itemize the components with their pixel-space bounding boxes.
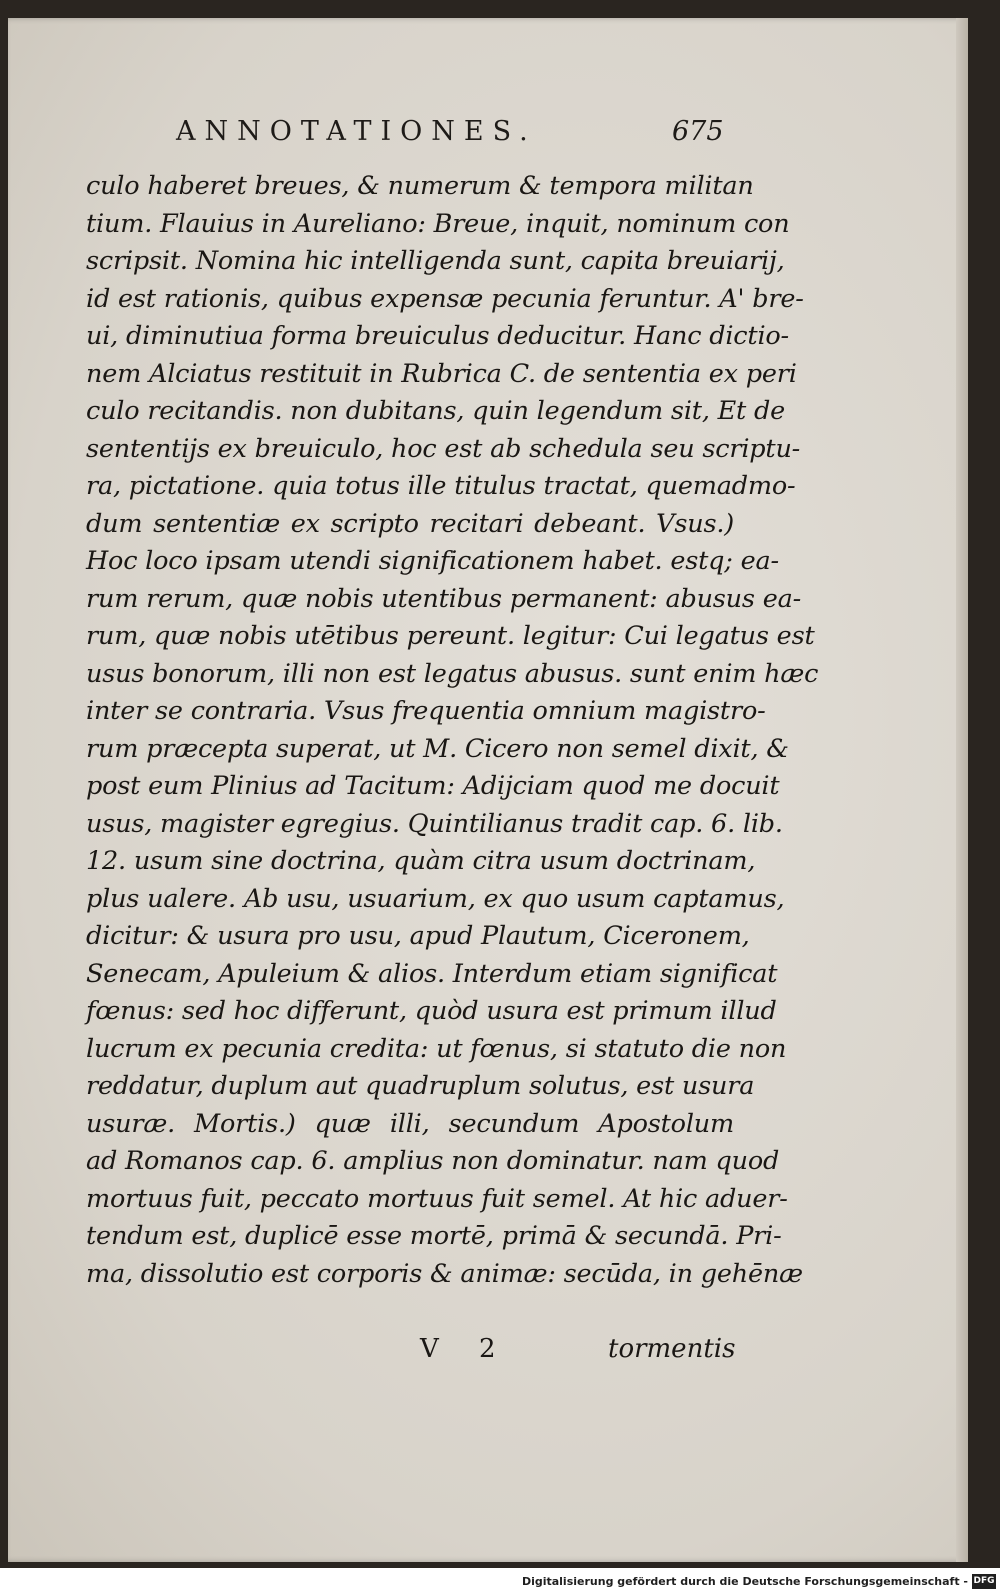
text-line: ma, dissolutio est corporis & animæ: secūda, in gehēnæ: [86, 1258, 803, 1289]
text-line: post eum Plinius ad Tacitum: Adijciam quod me docuit: [86, 771, 780, 801]
text-line: Hoc loco ipsam utendi significationem habet. estq; ea-: [86, 546, 779, 576]
text-line: usus, magister egregius. Quintilianus tradit cap. 6. lib.: [86, 808, 783, 839]
credit-bar: [0, 1570, 1000, 1595]
text-line: reddatur, duplum aut quadruplum solutus, est usura: [86, 1071, 755, 1101]
page-footer: [8, 1334, 968, 1374]
catchword: tormentis: [608, 1334, 736, 1364]
text-line: scripsit. Nomina hic intelligenda sunt, capita breuiarij,: [86, 246, 785, 276]
text-line: ui, diminutiua forma breuiculus deducitur. Hanc dictio-: [86, 321, 789, 351]
page-header: [8, 116, 968, 162]
text-line: sententijs ex breuiculo, hoc est ab schedula seu scriptu-: [86, 433, 801, 464]
text-line: tendum est, duplicē esse mortē, primā & secundā. Pri-: [86, 1221, 782, 1251]
text-line: mortuus fuit, peccato mortuus fuit semel. At hic aduer-: [86, 1183, 788, 1214]
dfg-logo-icon: DFG: [972, 1574, 996, 1589]
text-line: ra, pictatione. quia totus ille titulus tractat, quemadmo-: [86, 471, 796, 501]
text-line: usuræ. Mortis.) quæ illi, secundum Apostolum: [86, 1108, 734, 1139]
folio-number: 675: [672, 116, 724, 147]
text-block: [86, 168, 819, 1293]
funding-credit: Digitalisierung gefördert durch die Deutsche Forschungsgemeinschaft -: [521, 1575, 968, 1588]
text-line: usus bonorum, illi non est legatus abusus. sunt enim hæc: [86, 658, 819, 689]
text-line: dicitur: & usura pro usu, apud Plautum, Ciceronem,: [86, 921, 750, 951]
text-line: rum rerum, quæ nobis utentibus permanent: abusus ea-: [86, 583, 802, 614]
book-page: [8, 18, 968, 1562]
text-line: rum præcepta superat, ut M. Cicero non semel dixit, &: [86, 733, 789, 764]
text-line: dum sententiæ ex scripto recitari debeant. Vsus.): [86, 508, 734, 539]
signature-mark: V 2: [420, 1334, 512, 1364]
text-line: fœnus: sed hoc differunt, quòd usura est primum illud: [86, 996, 777, 1026]
text-line: rum, quæ nobis utētibus pereunt. legitur: Cui legatus est: [86, 621, 815, 651]
text-line: plus ualere. Ab usu, usuarium, ex quo usum captamus,: [86, 883, 785, 914]
text-line: culo haberet breues, & numerum & tempora militan: [86, 171, 754, 201]
text-line: culo recitandis. non dubitans, quin legendum sit, Et de: [86, 396, 786, 426]
text-line: tium. Flauius in Aureliano: Breue, inquit, nominum con: [86, 208, 790, 239]
text-line: inter se contraria. Vsus frequentia omnium magistro-: [86, 696, 766, 726]
text-line: ad Romanos cap. 6. amplius non dominatur. nam quod: [86, 1146, 780, 1176]
text-line: nem Alciatus restituit in Rubrica C. de sententia ex peri: [86, 358, 797, 389]
text-line: 12. usum sine doctrina, quàm citra usum doctrinam,: [86, 846, 756, 876]
running-head: ANNOTATIONES.: [176, 116, 537, 147]
text-line: lucrum ex pecunia credita: ut fœnus, si statuto die non: [86, 1033, 787, 1064]
page-edge-shadow: [956, 18, 968, 1562]
text-line: id est rationis, quibus expensæ pecunia feruntur. A' bre-: [86, 283, 804, 314]
text-line: Senecam, Apuleium & alios. Interdum etiam significat: [86, 958, 778, 989]
